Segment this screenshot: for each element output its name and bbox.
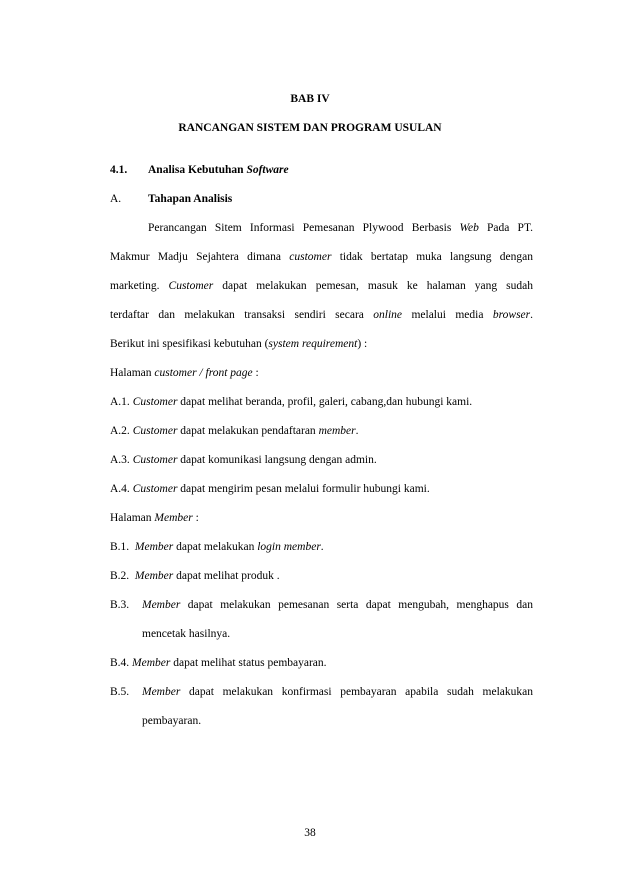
paragraph-line-1: Perancangan Sitem Informasi Pemesanan Plywood Berbasis Web Pada PT. bbox=[148, 222, 533, 234]
paragraph-line-3: marketing. Customer dapat melakukan pemesan, masuk ke halaman yang sudah bbox=[110, 280, 533, 292]
paragraph-line-5: Berikut ini spesifikasi kebutuhan (system requirement) : bbox=[110, 338, 368, 350]
chapter-title: RANCANGAN SISTEM DAN PROGRAM USULAN bbox=[178, 122, 442, 134]
subsection-title: Tahapan Analisis bbox=[148, 193, 233, 205]
list-item-continuation: mencetak hasilnya. bbox=[142, 628, 231, 640]
paragraph-line-4: terdaftar dan melakukan transaksi sendiri secara online melalui media browser. bbox=[110, 309, 533, 321]
page-number: 38 bbox=[304, 827, 316, 839]
list-item: Member dapat melakukan konfirmasi pembayaran apabila sudah melakukan bbox=[142, 686, 533, 698]
list-item: B.2. Member dapat melihat produk . bbox=[110, 570, 280, 582]
list-item: A.3. Customer dapat komunikasi langsung dengan admin. bbox=[110, 454, 377, 466]
subsection-letter: A. bbox=[110, 193, 122, 205]
list-item: A.2. Customer dapat melakukan pendaftaran member. bbox=[110, 425, 359, 437]
paragraph-line-2: Makmur Madju Sejahtera dimana customer tidak bertatap muka langsung dengan bbox=[110, 251, 533, 263]
list-item: A.1. Customer dapat melihat beranda, profil, galeri, cabang,dan hubungi kami. bbox=[110, 396, 473, 408]
list-item: B.4. Member dapat melihat status pembayaran. bbox=[110, 657, 327, 669]
section-title: Analisa Kebutuhan Software bbox=[148, 164, 289, 176]
list-item-continuation: pembayaran. bbox=[142, 715, 202, 727]
section-number: 4.1. bbox=[110, 164, 128, 176]
chapter-number: BAB IV bbox=[290, 93, 330, 105]
list-item: A.4. Customer dapat mengirim pesan melalui formulir hubungi kami. bbox=[110, 483, 430, 495]
list-item-number: B.3. bbox=[110, 599, 130, 611]
member-heading: Halaman Member : bbox=[110, 512, 199, 524]
customer-heading: Halaman customer / front page : bbox=[110, 367, 259, 379]
list-item: Member dapat melakukan pemesanan serta dapat mengubah, menghapus dan bbox=[142, 599, 533, 611]
list-item-number: B.5. bbox=[110, 686, 130, 698]
list-item: B.1. Member dapat melakukan login member. bbox=[110, 541, 324, 553]
